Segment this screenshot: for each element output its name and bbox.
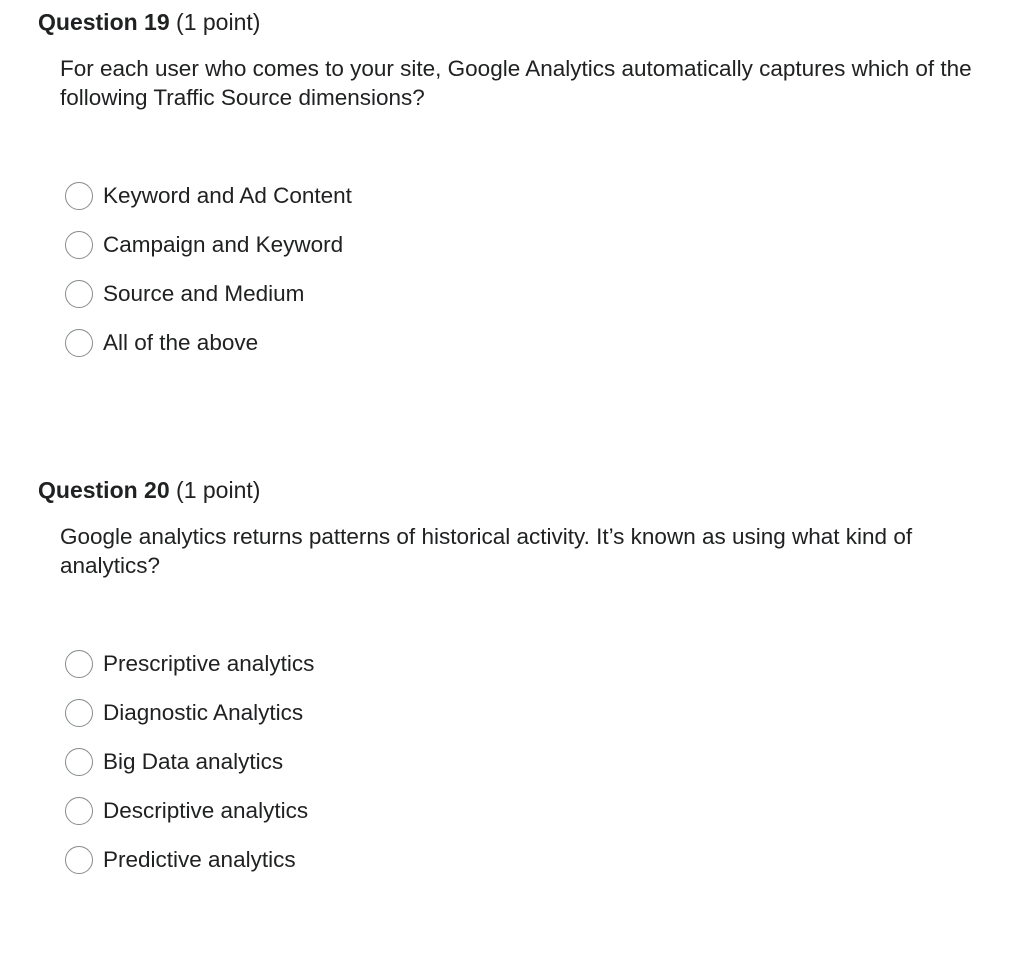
question-text: Google analytics returns patterns of historical activity. It’s known as using what kind of analytics? <box>60 524 913 578</box>
radio-button[interactable] <box>65 329 93 357</box>
question-20 <box>38 472 998 896</box>
radio-button[interactable] <box>65 650 93 678</box>
answer-option-label: Diagnostic Analytics <box>103 700 304 725</box>
question-points: (1 point) <box>176 9 261 35</box>
question-19 <box>38 4 998 379</box>
question-text: For each user who comes to your site, Google Analytics automatically captures which of the following Traffic Source dimensions? <box>60 56 972 110</box>
answer-option-all-above[interactable] <box>65 307 998 379</box>
radio-button[interactable] <box>65 231 93 259</box>
answer-option-label: Big Data analytics <box>103 749 284 774</box>
question-heading <box>38 472 998 508</box>
radio-button[interactable] <box>65 797 93 825</box>
radio-button[interactable] <box>65 280 93 308</box>
answer-options <box>65 160 998 379</box>
radio-button[interactable] <box>65 182 93 210</box>
answer-options <box>65 628 998 896</box>
question-title: Question 19 <box>38 9 170 35</box>
question-title: Question 20 <box>38 477 170 503</box>
answer-option-label: All of the above <box>103 330 259 355</box>
answer-option-predictive[interactable] <box>65 824 998 896</box>
question-heading <box>38 4 998 40</box>
radio-button[interactable] <box>65 748 93 776</box>
radio-button[interactable] <box>65 846 93 874</box>
question-points: (1 point) <box>176 477 261 503</box>
answer-option-label: Prescriptive analytics <box>103 651 315 676</box>
answer-option-label: Source and Medium <box>103 281 305 306</box>
answer-option-label: Descriptive analytics <box>103 798 309 823</box>
answer-option-label: Campaign and Keyword <box>103 232 344 257</box>
radio-button[interactable] <box>65 699 93 727</box>
answer-option-label: Predictive analytics <box>103 847 296 872</box>
answer-option-label: Keyword and Ad Content <box>103 183 352 208</box>
